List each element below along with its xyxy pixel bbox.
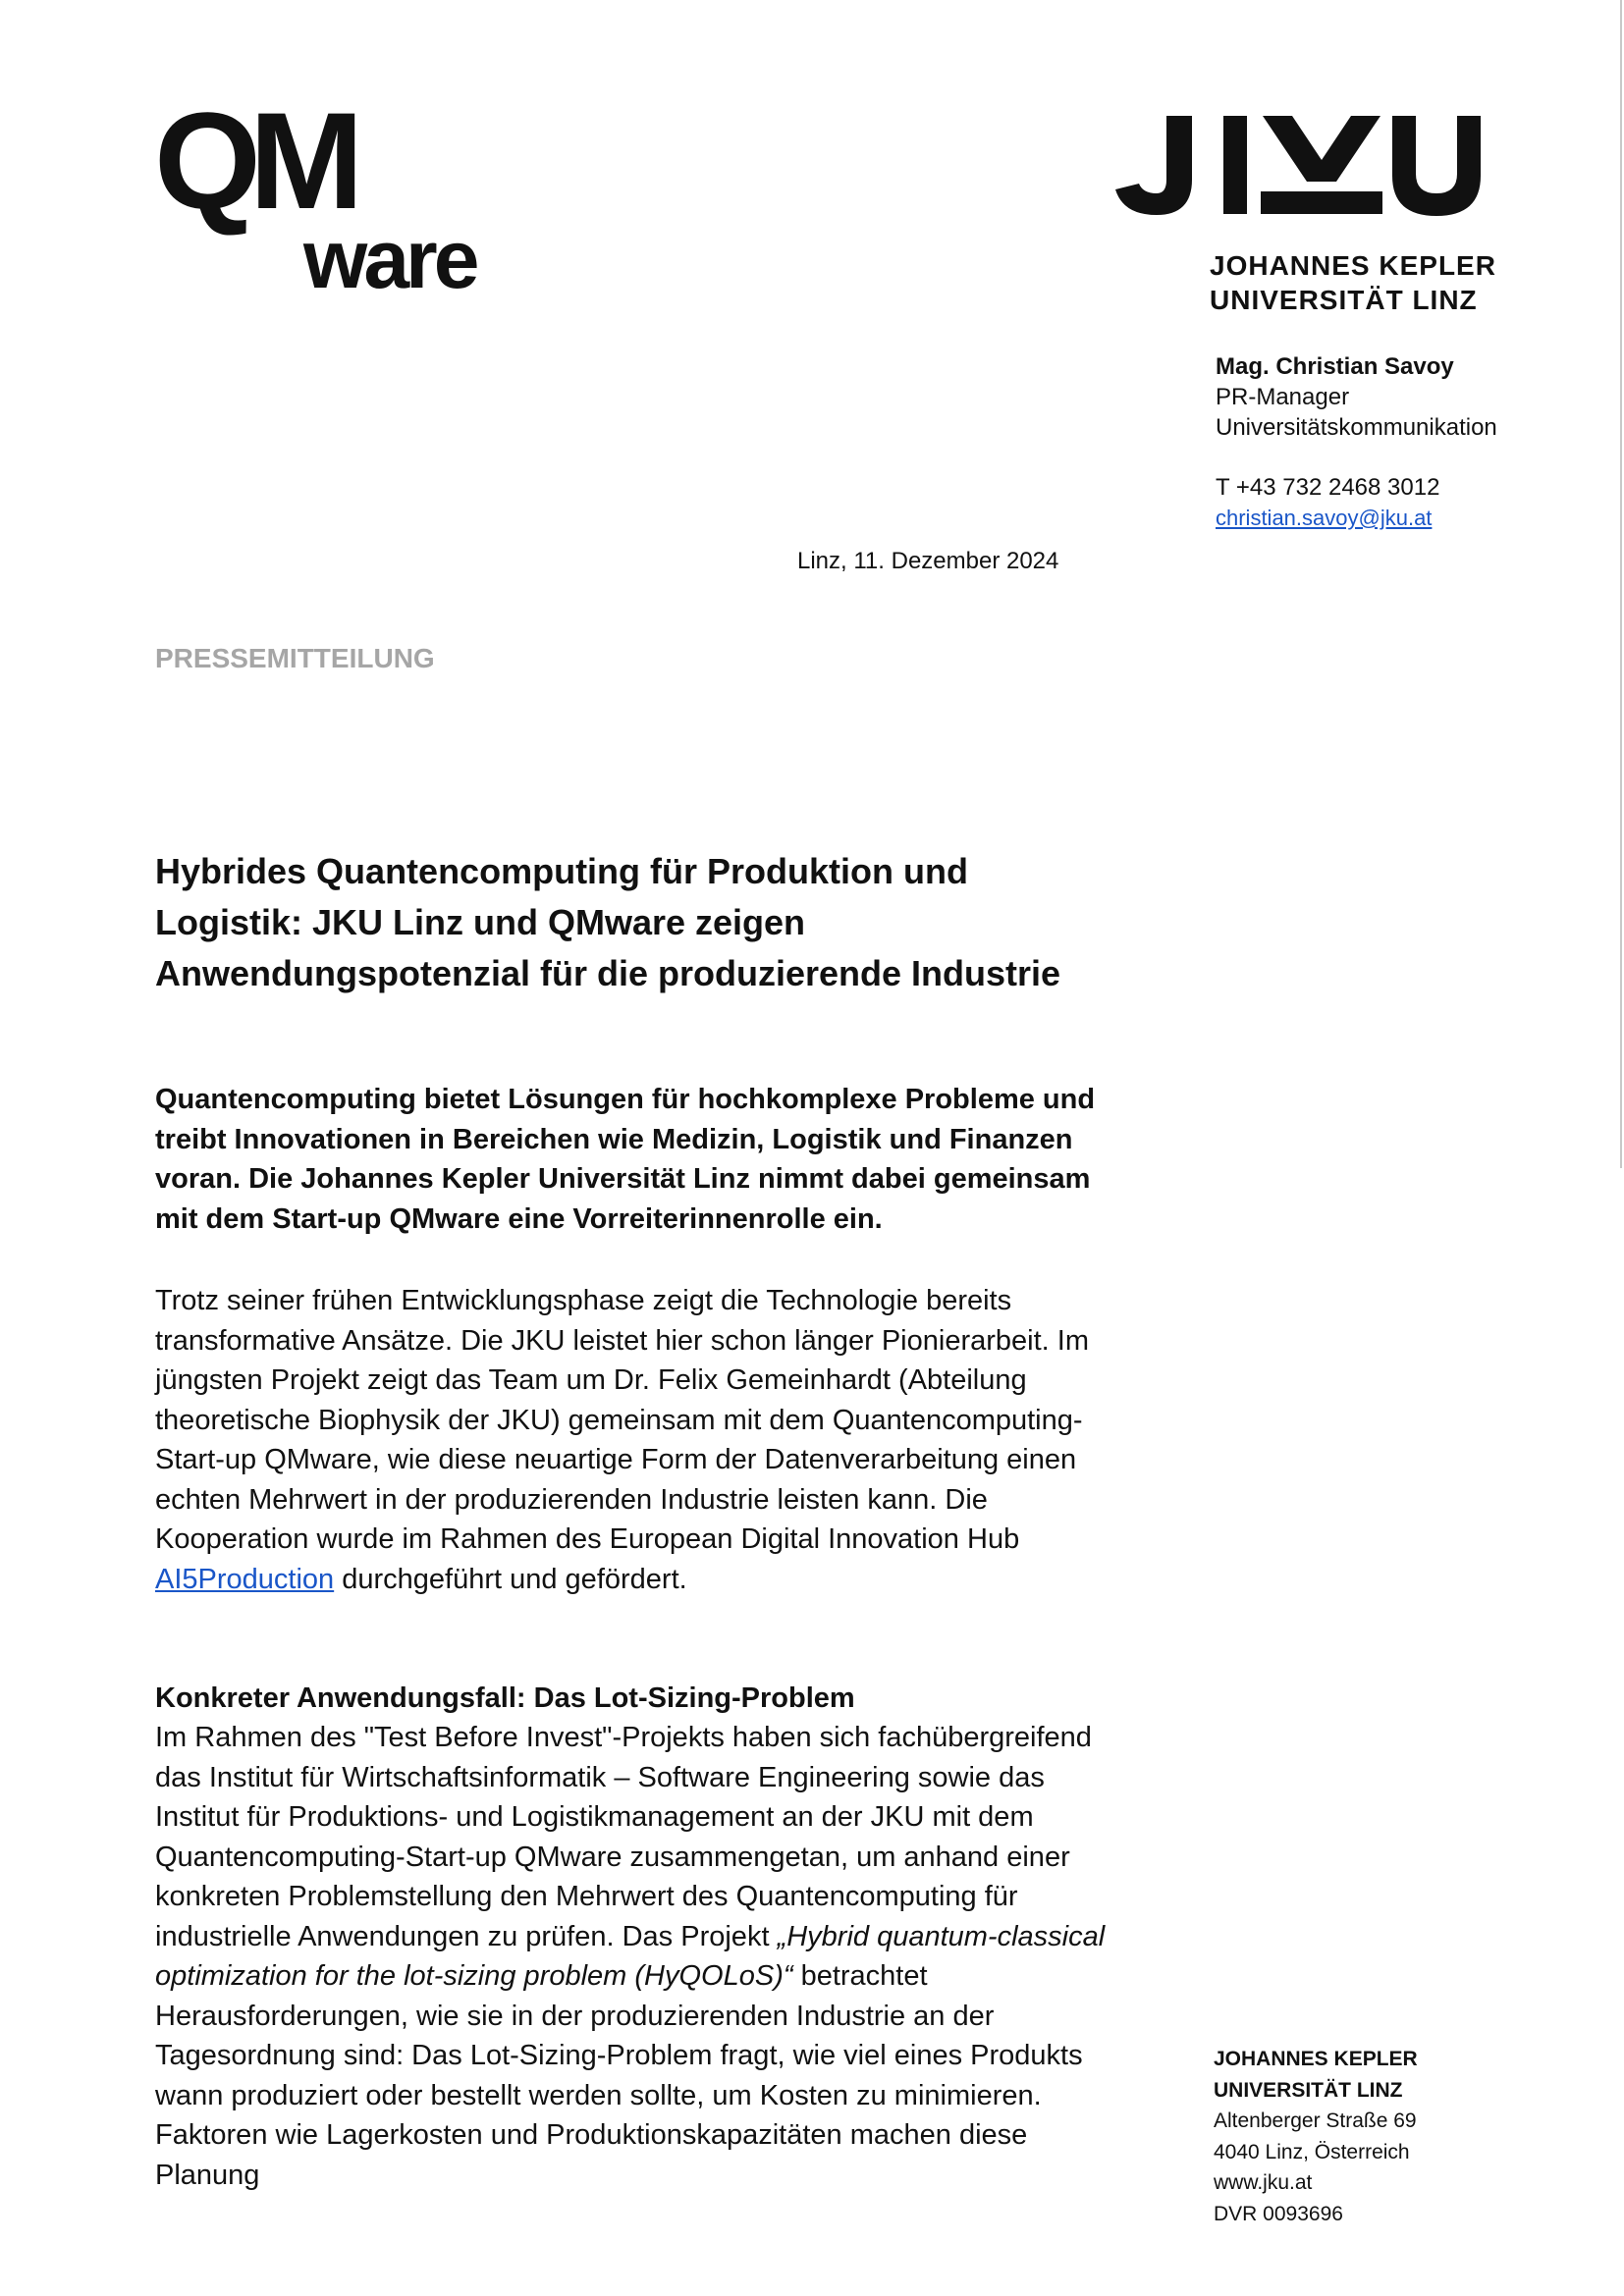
footer-street: Altenberger Straße 69: [1214, 2109, 1417, 2132]
contact-department: Universitätskommunikation: [1216, 414, 1497, 441]
release-date: Linz, 11. Dezember 2024: [797, 548, 1059, 574]
page-edge-line: [1620, 0, 1622, 1168]
footer-dvr: DVR 0093696: [1214, 2202, 1343, 2225]
contact-phone: T +43 732 2468 3012: [1216, 474, 1440, 501]
jku-logo-name: JOHANNES KEPLER UNIVERSITÄT LINZ: [1210, 250, 1496, 315]
footer-org-line2: UNIVERSITÄT LINZ: [1214, 2078, 1403, 2102]
body-paragraph-2: Im Rahmen des "Test Before Invest"-Projekts haben sich fachübergreifend das Institut für Wirtschaftsinformatik – Software Engineering sowie das Institut für Produktions- und Logistikmanagement an der JKU mit dem Quantencomputing-Start-up QMware zusammengetan, um anhand einer konkreten Problemstellung den Mehrwert des Quantencomputing für industrielle Anwendungen zu prüfen. Das Projekt „Hybrid quantum-classical optimization for the lot-sizing problem (HyQOLoS)“ betrachtet Herausforderungen, wie sie in der produzierenden Industrie an der Tagesordnung sind: Das Lot-Sizing-Problem fragt, wie viel eines Produkts wann produziert oder bestellt werden sollte, um Kosten zu minimieren. Faktoren wie Lagerkosten und Produktionskapazitäten machen diese Planung: [155, 1722, 1106, 2191]
project-title: „Hybrid quantum-classical optimization for the lot-sizing problem (HyQOLoS)“: [155, 1920, 1106, 1992]
footer-website: www.jku.at: [1214, 2171, 1313, 2194]
footer-org-line1: JOHANNES KEPLER: [1214, 2048, 1418, 2070]
contact-role: PR-Manager: [1216, 384, 1350, 410]
document-type-label: PRESSEMITTEILUNG: [155, 643, 435, 673]
qmware-logo-qm: QM: [154, 83, 352, 238]
contact-email-link[interactable]: christian.savoy@jku.at: [1216, 506, 1433, 530]
qmware-logo: [154, 83, 488, 306]
footer-address: [1214, 2044, 1418, 2229]
jku-logo-mark: [1115, 113, 1498, 221]
contact-name: Mag. Christian Savoy: [1216, 353, 1454, 380]
footer-city: 4040 Linz, Österreich: [1214, 2140, 1410, 2163]
headline: Hybrides Quantencomputing für Produktion und Logistik: JKU Linz und QMware zeigen Anwendungspotenzial für die produzierende Industrie: [155, 851, 1061, 993]
jku-logo: [1115, 113, 1528, 319]
ai5production-link[interactable]: AI5Production: [155, 1563, 335, 1595]
section-subheading: Konkreter Anwendungsfall: Das Lot-Sizing-Problem: [155, 1682, 855, 1714]
qmware-logo-ware: ware: [303, 213, 476, 305]
contact-block: [1216, 351, 1497, 533]
body-paragraph-1: Trotz seiner frühen Entwicklungsphase zeigt die Technologie bereits transformative Ansätze. Die JKU leistet hier schon länger Pionierarbeit. Im jüngsten Projekt zeigt das Team um Dr. Felix Gemeinhardt (Abteilung theoretische Biophysik der JKU) gemeinsam mit dem Quantencomputing-Start-up QMware, wie diese neuartige Form der Datenverarbeitung einen echten Mehrwert in der produzierenden Industrie leisten kann. Die Kooperation wurde im Rahmen des European Digital Innovation Hub AI5Production durchgeführt und gefördert.: [155, 1285, 1089, 1595]
lead-paragraph: Quantencomputing bietet Lösungen für hochkomplexe Probleme und treibt Innovationen in Bereichen wie Medizin, Logistik und Finanzen voran. Die Johannes Kepler Universität Linz nimmt dabei gemeinsam mit dem Start-up QMware eine Vorreiterinnenrolle ein.: [155, 1084, 1096, 1235]
